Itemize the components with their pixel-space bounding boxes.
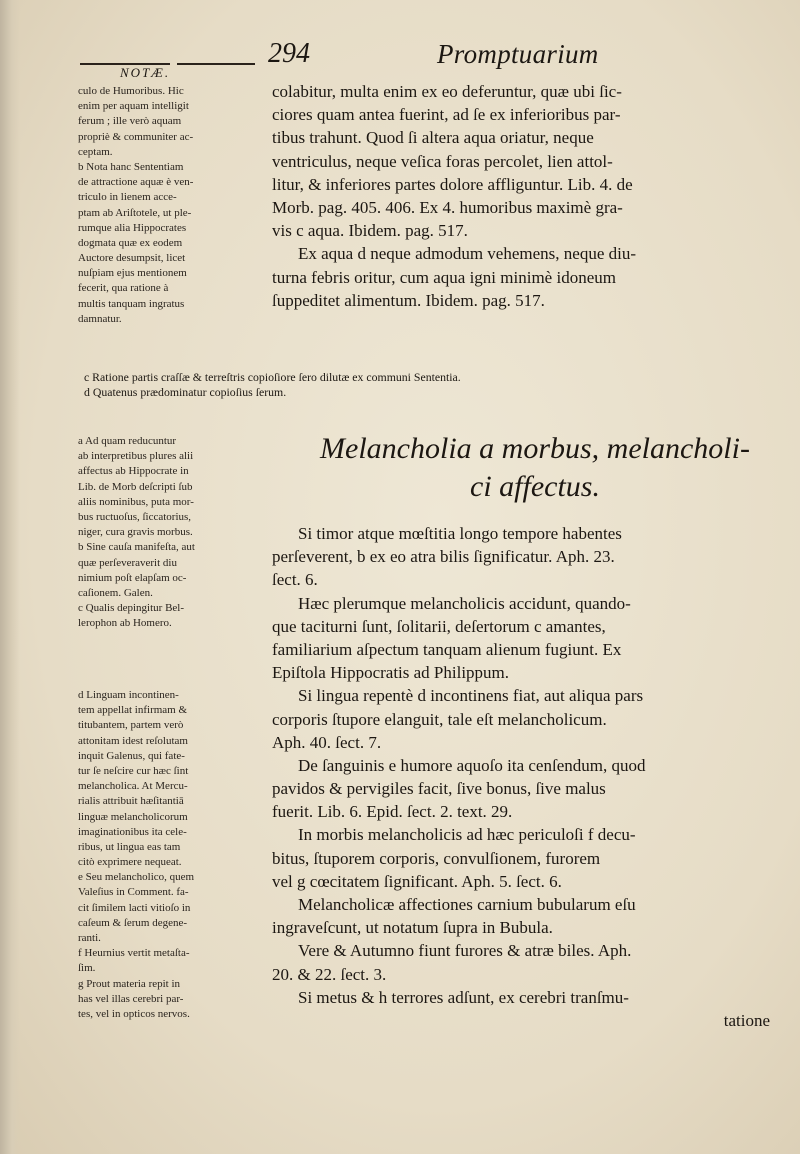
main-line: Si timor atque mœſtitia longo tempore habentes [298,524,622,543]
main-line: Aph. 40. ſect. 7. [272,732,382,752]
side-note-line: c Qualis depingitur Bel- [78,602,185,615]
main-line: ciores quam antea fuerint, ad ſe ex inferioribus par- [272,105,621,125]
page-number: 294 [268,38,310,69]
main-line: Epiſtola Hippocratis ad Philippum. [272,663,510,683]
side-note-line: melancholica. At Mercu- [78,780,188,793]
side-note-line: Lib. de Morb deſcripti ſub [78,480,193,493]
side-note-line: attonitam idest reſolutam [78,734,188,747]
side-note-line: triculo in lienem acce- [78,191,177,204]
main-text-section [272,522,774,1032]
main-line: tatione [723,1010,770,1030]
main-line: Si metus & h terrores adſunt, ex cerebri tranſmu- [298,987,629,1007]
main-line: Si lingua repentè d incontinens fiat, aut aliqua pars [298,686,644,706]
main-line: fuerit. Lib. 6. Epid. ſect. 2. text. 29. [272,802,513,822]
main-line: litur, & inferiores partes dolore affliguntur. Lib. 4. de [272,174,633,194]
side-note-line: caſeum & ſerum degene- [78,916,188,929]
side-note-line: affectus ab Hippocrate in [78,465,189,478]
side-notes-b [78,688,278,1022]
main-line: pavidos & pervigiles facit, ſive bonus, ſive malus [272,779,606,799]
main-line: Vere & Autumno fiunt furores & atræ biles. Aph. [298,941,632,961]
main-line: vel g cœcitatem ſignificant. Aph. 5. ſect. 6. [272,871,562,891]
side-note-line: quæ perſeveraverit diu [78,556,177,569]
side-note-line: tem appellat infirmam & [78,704,188,717]
main-line: turna febris oritur, cum aqua igni minimè idoneum [272,267,616,287]
main-line: De ſanguinis e humore aquoſo ita cenſendum, quod [298,755,646,775]
main-line: corporis ſtupore elanguit, tale eſt melancholicum. [272,709,607,729]
side-note-line: ab interpretibus plures alii [78,450,194,463]
main-line: que taciturni ſunt, ſolitarii, deſertorum c amantes, [272,616,606,636]
main-text-top [272,80,774,312]
main-line: ſuppeditet alimentum. Ibidem. pag. 517. [272,290,545,310]
side-note-line: ferum ; ille verò aquam [78,115,182,128]
side-note-line: ceptam. [78,145,113,158]
side-note-line: inquit Galenus, qui fate- [78,749,185,762]
side-notes-a [78,434,278,631]
side-note-line: imaginationibus ita cele- [78,825,187,838]
side-note-line: rumque alia Hippocrates [78,221,187,234]
side-note-line: e Seu melancholico, quem [78,871,195,884]
side-note-line: ribus, ut lingua eas tam [78,840,181,853]
main-line: bitus, ſtuporem corporis, convulſionem, furorem [272,848,601,868]
notae-label: NOTÆ. [120,65,171,80]
side-note-line: nuſpiam ejus mentionem [78,267,187,280]
main-line: Hæc plerumque melancholicis accidunt, quando- [298,593,631,613]
side-note-line: f Heurnius vertit metaſta- [78,947,190,960]
footnote-line: c Ratione partis craſſæ & terreſtris copioſiore ſero dilutæ ex communi Sententia. [84,370,461,384]
side-note-line: ranti. [78,932,101,944]
footnotes-top [84,370,784,400]
side-note-line: bus ructuoſus, ſiccatorius, [78,510,192,523]
side-note-line: d Linguam incontinen- [78,689,179,701]
main-line: Morb. pag. 405. 406. Ex 4. humoribus maximè gra- [272,197,623,217]
side-note-line: multis tanquam ingratus [78,297,185,310]
side-note-line: b Sine cauſa manifeſta, aut [78,541,195,554]
side-note-line: titubantem, partem verò [78,719,184,732]
side-note-line: b Nota hanc Sententiam [78,160,184,173]
main-line: perſeverent, b ex eo atra bilis ſignificatur. Aph. 23. [272,547,615,567]
side-note-line: has vel illas cerebri par- [78,992,184,1005]
main-line: colabitur, multa enim ex eo deferuntur, quæ ubi ſic- [272,82,622,101]
main-line: vis c aqua. Ibidem. pag. 517. [272,221,468,241]
side-note-line: fecerit, qua ratione à [78,282,169,295]
running-title: Promptuarium [437,39,599,69]
main-line: Melancholicæ affectiones carnium bubularum eſu [298,895,636,914]
side-note-line: rialis attribuit hæſitantiā [78,795,184,808]
side-note-line: g Prout materia repit in [78,977,181,990]
side-note-line: propriè & communiter ac- [78,130,194,143]
side-note-line: citò exprimere nequeat. [78,856,182,869]
side-note-line: tes, vel in opticos nervos. [78,1007,190,1020]
section-title-line: ci affectus. [470,470,600,503]
header-rule-right [177,63,255,65]
side-note-line: lerophon ab Homero. [78,617,172,630]
main-line: Ex aqua d neque admodum vehemens, neque diu- [298,244,637,264]
page-gutter-shadow [0,0,20,1154]
side-note-line: aliis nominibus, puta mor- [78,495,194,508]
footnote-line: d Quatenus prædominatur copioſius ſerum. [84,385,287,399]
side-note-line: niger, cura gravis morbus. [78,526,193,539]
side-note-line: ptam ab Ariſtotele, ut ple- [78,206,192,219]
main-line: ſect. 6. [272,570,318,590]
main-line: In morbis melancholicis ad hæc periculoſi f decu- [298,825,636,845]
side-note-line: cit ſimilem lacti vitioſo in [78,901,191,914]
side-note-line: Auctore desumpsit, licet [78,252,186,265]
side-note-line: enim per aquam intelligit [78,100,189,113]
side-note-line: tur ſe neſcire cur hæc ſint [78,764,189,777]
side-note-line: dogmata quæ ex eodem [78,236,183,249]
side-note-line: ſim. [78,962,96,975]
main-line: 20. & 22. ſect. 3. [272,964,387,984]
side-note-line: damnatur. [78,312,122,325]
side-note-line: linguæ melancholicorum [78,810,188,823]
side-note-line: a Ad quam reducuntur [78,435,177,447]
side-note-line: culo de Humoribus. Hic [78,85,184,97]
side-note-line: caſionem. Galen. [78,586,153,599]
section-title-line: Melancholia a morbus, melancholi- [320,432,750,465]
side-notes-top [78,84,278,327]
main-line: ventriculus, neque veſica foras percolet, lien attol- [272,151,613,171]
side-note-line: de attractione aquæ è ven- [78,176,194,189]
main-line: ingraveſcunt, ut notatum ſupra in Bubula. [272,918,553,938]
side-note-line: Valeſius in Comment. fa- [78,886,189,899]
section-title [300,430,770,506]
main-line: tibus trahunt. Quod ſi altera aqua oriatur, neque [272,128,594,148]
side-note-line: nimium poſt elapſam oc- [78,571,187,584]
main-line: familiarium aſpectum tanquam alienum fugiunt. Ex [272,639,622,659]
